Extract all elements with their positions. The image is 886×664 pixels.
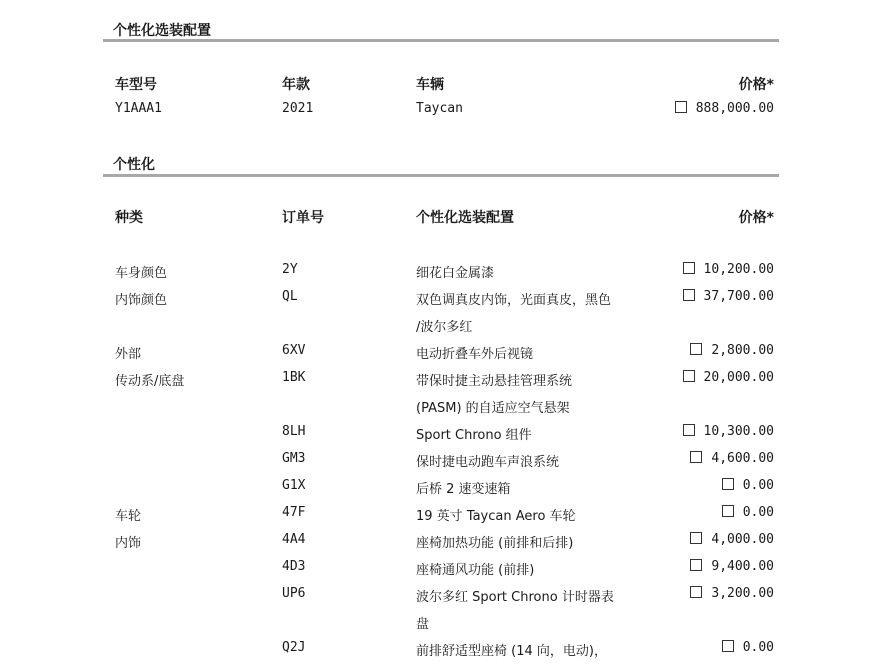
row-order-code: 8LH: [282, 424, 306, 439]
checkbox-icon: [722, 505, 734, 517]
row-order-code: 4A4: [282, 532, 306, 547]
row-price-value: 0.00: [742, 505, 774, 520]
row-price: [690, 451, 774, 466]
row-order-code: Q2J: [282, 640, 306, 655]
row-order-code: QL: [282, 289, 298, 304]
row-price-value: 0.00: [742, 640, 774, 655]
row-order-code: 6XV: [282, 343, 306, 358]
header-price: 价格*: [738, 210, 774, 226]
row-price-value: 4,600.00: [711, 451, 774, 466]
vehicle-value: Taycan: [416, 101, 463, 116]
section-divider: [103, 174, 779, 177]
row-price-value: 3,200.00: [711, 586, 774, 601]
row-option-desc: (PASM) 的自适应空气悬架: [416, 401, 570, 416]
row-price: [683, 262, 774, 277]
checkbox-icon: [675, 101, 687, 113]
row-price: [690, 586, 774, 601]
row-option-desc: 保时捷电动跑车声浪系统: [416, 455, 560, 470]
base-price: [675, 101, 774, 116]
section-divider: [103, 39, 779, 42]
row-category: 车身颜色: [115, 266, 168, 281]
row-price: [683, 424, 774, 439]
row-option-desc: 后桥 2 速变速箱: [416, 482, 511, 497]
section-title-config: 个性化选装配置: [113, 23, 211, 39]
checkbox-icon: [722, 478, 734, 490]
row-option-desc: /波尔多红: [416, 320, 473, 335]
section-title-personalization: 个性化: [113, 157, 155, 173]
row-option-desc: 19 英寸 Taycan Aero 车轮: [416, 509, 576, 524]
row-price-value: 37,700.00: [703, 289, 774, 304]
checkbox-icon: [683, 424, 695, 436]
checkbox-icon: [683, 289, 695, 301]
checkbox-icon: [690, 586, 702, 598]
row-option-desc: 波尔多红 Sport Chrono 计时器表: [416, 590, 614, 605]
row-order-code: GM3: [282, 451, 306, 466]
row-option-desc: 前排舒适型座椅 (14 向，电动)，: [416, 644, 607, 659]
row-price-value: 10,300.00: [703, 424, 774, 439]
row-order-code: 1BK: [282, 370, 306, 385]
checkbox-icon: [690, 451, 702, 463]
header-option: 个性化选装配置: [416, 210, 514, 226]
row-price: [690, 559, 774, 574]
year-value: 2021: [282, 101, 314, 116]
row-order-code: UP6: [282, 586, 306, 601]
model-code-value: Y1AAA1: [115, 101, 162, 116]
row-option-desc: 电动折叠车外后视镜: [416, 347, 534, 362]
row-option-desc: 座椅加热功能 (前排和后排): [416, 536, 574, 551]
header-order-code: 订单号: [282, 210, 324, 226]
row-order-code: G1X: [282, 478, 306, 493]
row-option-desc: 带保时捷主动悬挂管理系统: [416, 374, 573, 389]
row-option-desc: 盘: [416, 617, 430, 632]
row-price: [683, 289, 774, 304]
row-option-desc: 双色调真皮内饰，光面真皮，黑色: [416, 293, 612, 308]
checkbox-icon: [683, 262, 695, 274]
row-price: [722, 640, 774, 655]
row-price: [690, 343, 774, 358]
row-price-value: 4,000.00: [711, 532, 774, 547]
checkbox-icon: [722, 640, 734, 652]
row-category: 外部: [115, 347, 142, 362]
row-price: [722, 478, 774, 493]
row-order-code: 47F: [282, 505, 306, 520]
row-price: [690, 532, 774, 547]
row-price: [683, 370, 774, 385]
header-model-code: 车型号: [115, 77, 157, 93]
row-order-code: 2Y: [282, 262, 298, 277]
header-price: 价格*: [738, 77, 774, 93]
row-option-desc: 座椅通风功能 (前排): [416, 563, 535, 578]
row-price-value: 9,400.00: [711, 559, 774, 574]
row-price-value: 2,800.00: [711, 343, 774, 358]
row-price-value: 20,000.00: [703, 370, 774, 385]
row-option-desc: 细花白金属漆: [416, 266, 495, 281]
row-category: 传动系/底盘: [115, 374, 185, 389]
row-option-desc: Sport Chrono 组件: [416, 428, 532, 443]
row-category: 车轮: [115, 509, 142, 524]
header-vehicle: 车辆: [416, 77, 444, 93]
row-price: [722, 505, 774, 520]
header-year: 年款: [282, 77, 310, 93]
header-category: 种类: [115, 210, 143, 226]
row-category: 内饰: [115, 536, 142, 551]
row-price-value: 0.00: [742, 478, 774, 493]
checkbox-icon: [690, 559, 702, 571]
checkbox-icon: [683, 370, 695, 382]
checkbox-icon: [690, 343, 702, 355]
row-category: 内饰颜色: [115, 293, 168, 308]
row-price-value: 10,200.00: [703, 262, 774, 277]
base-price-value: 888,000.00: [695, 101, 774, 116]
checkbox-icon: [690, 532, 702, 544]
row-order-code: 4D3: [282, 559, 306, 574]
